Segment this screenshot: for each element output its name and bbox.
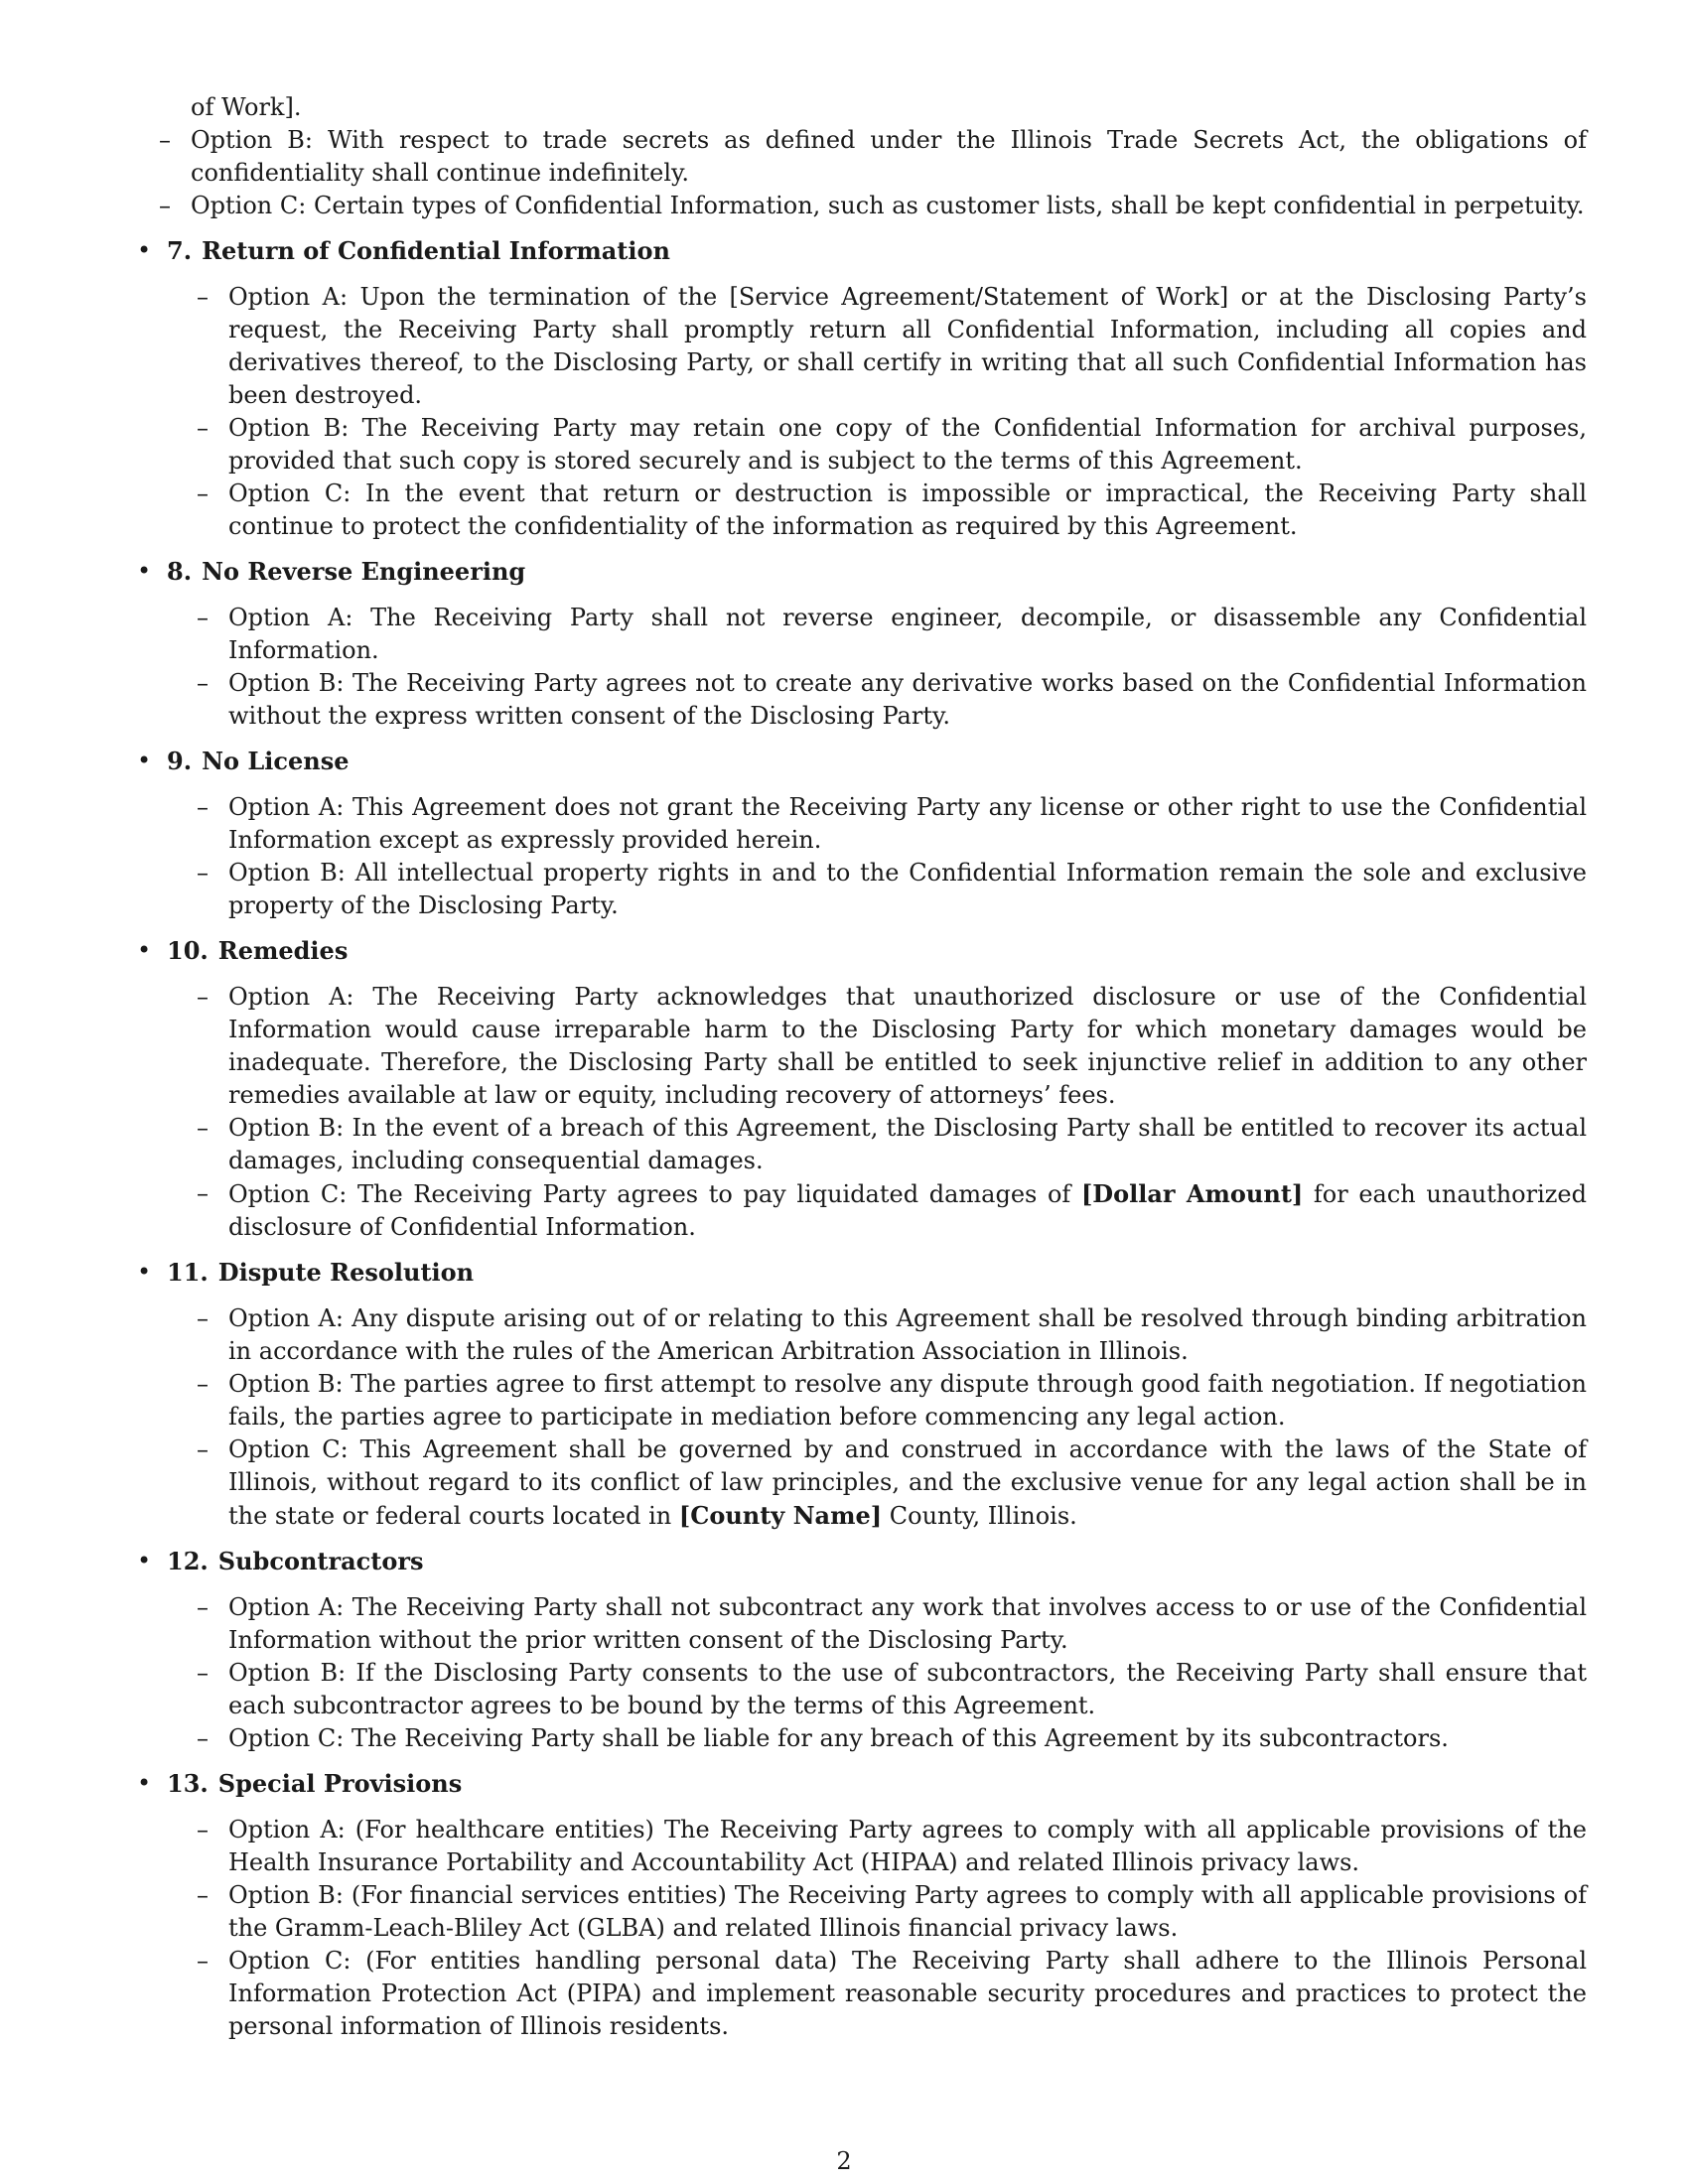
continued-text: of Work]. [191,93,302,121]
dash-marker: – [197,1435,209,1463]
option-item: – Option C: Certain types of Confidential Information, such as customer lists, shall be kept confidential in perpetuity. [129,190,1587,222]
option-item: – Option B: The parties agree to first attempt to resolve any dispute through good faith negotiation. If negotiation fails, the parties agree to participate in mediation before commencing any legal action. [197,1370,1587,1431]
option-item: – Option A: Upon the termination of the [Service Agreement/Statement of Work] or at the Disclosing Party’s request, the Receiving Party shall promptly return all Confidential Information, including all copies and derivatives thereof, to the Disclosing Party, or shall certify in writing that all such Confidential Information has been destroyed. [197,283,1587,409]
continued-section [129,91,1587,222]
section-11 [129,1256,1587,1533]
dash-marker: – [197,1593,209,1621]
dash-marker: – [197,669,209,697]
dash-marker: – [197,983,209,1011]
option-list [167,602,1587,733]
section-13 [129,1767,1587,2043]
option-item: – Option A: This Agreement does not grant the Receiving Party any license or other right to use the Confidential Information except as expressly provided herein. [197,793,1587,854]
dash-marker: – [159,192,171,219]
section-heading: 13. Special Provisions [167,1769,463,1798]
option-list [167,981,1587,1244]
section-heading: 7. Return of Confidential Information [167,236,670,265]
bullet-marker: • [137,936,152,964]
dash-marker: – [197,793,209,821]
dash-marker: – [197,1881,209,1909]
option-list [167,1302,1587,1533]
option-item: – Option C: (For entities handling personal data) The Receiving Party shall adhere to the Illinois Personal Information Protection Act (PIPA) and implement reasonable security procedures and practices to protect the personal information of Illinois residents. [197,1947,1587,2040]
option-list [167,1814,1587,2043]
dash-marker: – [197,1724,209,1752]
page-number: 2 [836,2147,852,2175]
placeholder-county-name: [County Name] [678,1501,883,1530]
option-list [167,791,1587,922]
option-item: – Option B: If the Disclosing Party consents to the use of subcontractors, the Receiving Party shall ensure that each subcontractor agrees to be bound by the terms of this Agreement. [197,1659,1587,1719]
dash-marker: – [197,1816,209,1843]
dash-marker: – [159,126,171,154]
dash-marker: – [197,283,209,311]
section-heading: 8. No Reverse Engineering [167,557,526,586]
section-heading: 9. No License [167,747,350,775]
option-item: – Option A: (For healthcare entities) The Receiving Party agrees to comply with all applicable provisions of the Health Insurance Portability and Accountability Act (HIPAA) and related Illinois privacy laws. [197,1816,1587,1876]
dash-marker: – [197,479,209,507]
option-item: – Option C: The Receiving Party agrees to pay liquidated damages of [Dollar Amount] for each unauthorized disclosure of Confidential Information. [197,1179,1587,1241]
dash-marker: – [197,1114,209,1142]
section-heading: 10. Remedies [167,936,349,965]
option-item: – Option B: The Receiving Party agrees not to create any derivative works based on the Confidential Information without the express written consent of the Disclosing Party. [197,669,1587,730]
dash-marker: – [197,414,209,442]
option-item: – Option C: This Agreement shall be governed by and construed in accordance with the laws of the State of Illinois, without regard to its conflict of law principles, and the exclusive venue for any legal action shall be in the state or federal courts located in [County Name] County, Illinois. [197,1435,1587,1530]
option-item: – Option B: With respect to trade secrets as defined under the Illinois Trade Secrets Act, the obligations of confidentiality shall continue indefinitely. [159,126,1587,187]
dash-marker: – [197,1304,209,1332]
section-list [129,234,1587,2043]
section-10 [129,934,1587,1244]
option-item: – Option B: In the event of a breach of this Agreement, the Disclosing Party shall be entitled to recover its actual damages, including consequential damages. [197,1114,1587,1174]
bullet-marker: • [137,557,152,585]
section-heading: 12. Subcontractors [167,1547,424,1575]
section-9 [129,745,1587,922]
placeholder-dollar-amount: [Dollar Amount] [1080,1179,1304,1208]
dash-marker: – [197,1370,209,1398]
bullet-marker: • [137,1547,152,1574]
option-item: – Option B: All intellectual property rights in and to the Confidential Information remain the sole and exclusive property of the Disclosing Party. [197,859,1587,919]
section-12 [129,1545,1587,1755]
section-8 [129,555,1587,733]
option-item: – Option A: The Receiving Party acknowledges that unauthorized disclosure or use of the Confidential Information would cause irreparable harm to the Disclosing Party for which monetary damages would be inadequate. Therefore, the Disclosing Party shall be entitled to seek injunctive relief in addition to any other remedies available at law or equity, including recovery of attorneys’ fees. [197,983,1587,1109]
option-item: – Option B: The Receiving Party may retain one copy of the Confidential Information for archival purposes, provided that such copy is stored securely and is subject to the terms of this Agreement. [197,414,1587,475]
dash-marker: – [197,604,209,631]
dash-marker: – [197,1659,209,1687]
bullet-marker: • [137,747,152,774]
dash-marker: – [197,1179,209,1207]
option-item: – Option C: The Receiving Party shall be liable for any breach of this Agreement by its subcontractors. [167,1722,1587,1755]
bullet-marker: • [137,236,152,264]
dash-marker: – [197,859,209,887]
document-body [129,93,1587,2043]
dash-marker: – [197,1947,209,1975]
section-heading: 11. Dispute Resolution [167,1258,475,1287]
section-7 [129,234,1587,543]
option-list [167,281,1587,543]
option-item: – Option A: The Receiving Party shall not reverse engineer, decompile, or disassemble any Confidential Information. [197,604,1587,664]
option-item: – Option B: (For financial services entities) The Receiving Party agrees to comply with all applicable provisions of the Gramm-Leach-Bliley Act (GLBA) and related Illinois financial privacy laws. [197,1881,1587,1942]
option-list [167,1591,1587,1755]
option-item: – Option A: The Receiving Party shall not subcontract any work that involves access to or use of the Confidential Information without the prior written consent of the Disclosing Party. [197,1593,1587,1654]
bullet-marker: • [137,1258,152,1286]
option-item: – Option A: Any dispute arising out of or relating to this Agreement shall be resolved through binding arbitration in accordance with the rules of the American Arbitration Association in Illinois. [197,1304,1587,1365]
bullet-marker: • [137,1769,152,1797]
option-item: – Option C: In the event that return or destruction is impossible or impractical, the Receiving Party shall continue to protect the confidentiality of the information as required by this Agreement. [197,479,1587,540]
